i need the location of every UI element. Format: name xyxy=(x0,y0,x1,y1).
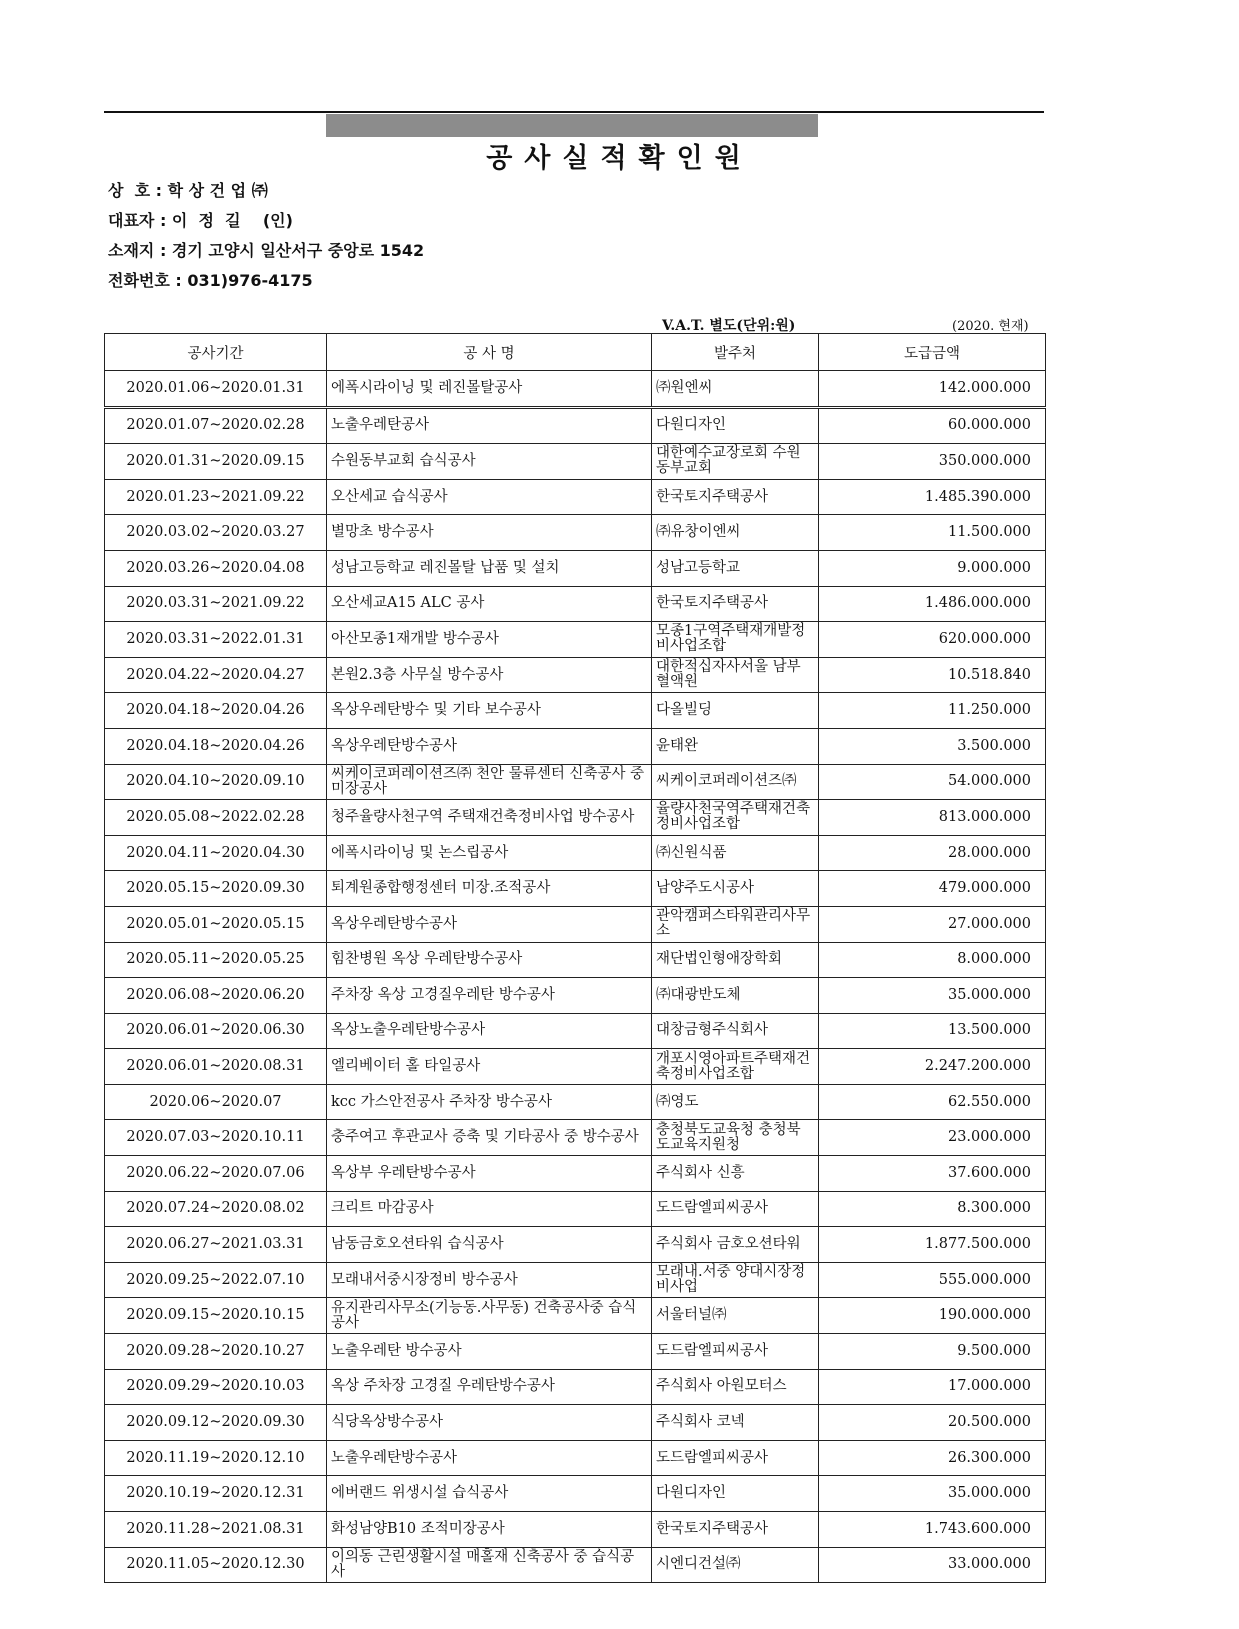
cell-client: 모종1구역주택재개발정비사업조합 xyxy=(652,622,819,658)
table-row xyxy=(105,371,1046,408)
cell-client: 주식회사 금호오션타워 xyxy=(652,1227,819,1263)
column-header-period: 공사기간 xyxy=(105,334,327,371)
cell-client: 남양주도시공사 xyxy=(652,871,819,907)
table-row xyxy=(105,693,1046,729)
cell-project-name: 옥상노출우레탄방수공사 xyxy=(327,1013,652,1049)
cell-client: ㈜대광반도체 xyxy=(652,978,819,1014)
cell-period: 2020.01.23~2021.09.22 xyxy=(105,479,327,515)
cell-client: 다원디자인 xyxy=(652,1476,819,1512)
table-row xyxy=(105,444,1046,480)
cell-project-name: 옥상 주차장 고경질 우레탄방수공사 xyxy=(327,1369,652,1405)
column-header-amount: 도급금액 xyxy=(819,334,1046,371)
table-row xyxy=(105,1547,1046,1583)
table-row xyxy=(105,515,1046,551)
cell-client: 다올빌딩 xyxy=(652,693,819,729)
cell-period: 2020.11.28~2021.08.31 xyxy=(105,1512,327,1548)
cell-period: 2020.03.31~2022.01.31 xyxy=(105,622,327,658)
cell-period: 2020.09.28~2020.10.27 xyxy=(105,1334,327,1370)
cell-client: 서울터널㈜ xyxy=(652,1298,819,1334)
cell-project-name: 엘리베이터 홀 타일공사 xyxy=(327,1049,652,1085)
cell-client: 도드람엘피씨공사 xyxy=(652,1334,819,1370)
cell-amount: 9.000.000 xyxy=(819,550,1046,586)
cell-client: 주식회사 신흥 xyxy=(652,1156,819,1192)
cell-project-name: 힘찬병원 옥상 우레탄방수공사 xyxy=(327,942,652,978)
cell-amount: 813.000.000 xyxy=(819,800,1046,836)
table-row xyxy=(105,1512,1046,1548)
cell-amount: 26.300.000 xyxy=(819,1440,1046,1476)
cell-amount: 1.486.000.000 xyxy=(819,586,1046,622)
table-row xyxy=(105,978,1046,1014)
cell-client: ㈜영도 xyxy=(652,1084,819,1120)
cell-amount: 350.000.000 xyxy=(819,444,1046,480)
cell-amount: 620.000.000 xyxy=(819,622,1046,658)
cell-amount: 60.000.000 xyxy=(819,407,1046,444)
cell-period: 2020.06.08~2020.06.20 xyxy=(105,978,327,1014)
cell-project-name: 수원동부교회 습식공사 xyxy=(327,444,652,480)
cell-project-name: 퇴계원종합행정센터 미장.조적공사 xyxy=(327,871,652,907)
table-row xyxy=(105,1440,1046,1476)
cell-period: 2020.07.03~2020.10.11 xyxy=(105,1120,327,1156)
cell-project-name: 성남고등학교 레진몰탈 납품 및 설치 xyxy=(327,550,652,586)
cell-period: 2020.03.31~2021.09.22 xyxy=(105,586,327,622)
cell-client: 대창금형주식회사 xyxy=(652,1013,819,1049)
cell-client: 다원디자인 xyxy=(652,407,819,444)
cell-client: 율량사천국역주택재건축정비사업조합 xyxy=(652,800,819,836)
cell-amount: 8.000.000 xyxy=(819,942,1046,978)
cell-amount: 555.000.000 xyxy=(819,1262,1046,1298)
cell-period: 2020.04.18~2020.04.26 xyxy=(105,693,327,729)
cell-project-name: 에폭시라이닝 및 레진몰탈공사 xyxy=(327,371,652,408)
cell-client: 재단법인형애장학회 xyxy=(652,942,819,978)
cell-amount: 13.500.000 xyxy=(819,1013,1046,1049)
table-row xyxy=(105,1156,1046,1192)
cell-amount: 142.000.000 xyxy=(819,371,1046,408)
cell-amount: 54.000.000 xyxy=(819,764,1046,800)
cell-amount: 11.500.000 xyxy=(819,515,1046,551)
table-row xyxy=(105,1084,1046,1120)
cell-amount: 62.550.000 xyxy=(819,1084,1046,1120)
cell-amount: 23.000.000 xyxy=(819,1120,1046,1156)
table-row xyxy=(105,1227,1046,1263)
cell-project-name: 에폭시라이닝 및 논스립공사 xyxy=(327,835,652,871)
cell-period: 2020.11.05~2020.12.30 xyxy=(105,1547,327,1583)
cell-amount: 33.000.000 xyxy=(819,1547,1046,1583)
cell-amount: 1.743.600.000 xyxy=(819,1512,1046,1548)
cell-amount: 190.000.000 xyxy=(819,1298,1046,1334)
table-row xyxy=(105,1334,1046,1370)
table-row xyxy=(105,1262,1046,1298)
cell-period: 2020.05.15~2020.09.30 xyxy=(105,871,327,907)
table-row xyxy=(105,407,1046,444)
cell-period: 2020.10.19~2020.12.31 xyxy=(105,1476,327,1512)
cell-period: 2020.03.26~2020.04.08 xyxy=(105,550,327,586)
cell-period: 2020.07.24~2020.08.02 xyxy=(105,1191,327,1227)
table-row xyxy=(105,1049,1046,1085)
cell-period: 2020.01.31~2020.09.15 xyxy=(105,444,327,480)
cell-period: 2020.06.22~2020.07.06 xyxy=(105,1156,327,1192)
cell-project-name: 크리트 마감공사 xyxy=(327,1191,652,1227)
cell-client: 한국토지주택공사 xyxy=(652,479,819,515)
cell-client: 주식회사 코넥 xyxy=(652,1405,819,1441)
cell-period: 2020.01.06~2020.01.31 xyxy=(105,371,327,408)
cell-amount: 27.000.000 xyxy=(819,906,1046,942)
cell-period: 2020.06.01~2020.06.30 xyxy=(105,1013,327,1049)
table-row xyxy=(105,586,1046,622)
cell-project-name: 노출우레탄공사 xyxy=(327,407,652,444)
cell-project-name: 남동금호오션타워 습식공사 xyxy=(327,1227,652,1263)
cell-client: 도드람엘피씨공사 xyxy=(652,1191,819,1227)
cell-project-name: 유지관리사무소(기능동.사무동) 건축공사중 습식공사 xyxy=(327,1298,652,1334)
table-row xyxy=(105,764,1046,800)
cell-amount: 17.000.000 xyxy=(819,1369,1046,1405)
cell-client: 윤태완 xyxy=(652,728,819,764)
cell-client: 시엔디건설㈜ xyxy=(652,1547,819,1583)
cell-project-name: 청주율량사천구역 주택재건축정비사업 방수공사 xyxy=(327,800,652,836)
cell-period: 2020.09.15~2020.10.15 xyxy=(105,1298,327,1334)
table-row xyxy=(105,871,1046,907)
cell-client: 씨케이코퍼레이션즈㈜ xyxy=(652,764,819,800)
table-header-row xyxy=(105,334,1046,371)
cell-client: 대한예수교장로회 수원동부교회 xyxy=(652,444,819,480)
cell-amount: 8.300.000 xyxy=(819,1191,1046,1227)
cell-amount: 28.000.000 xyxy=(819,835,1046,871)
cell-project-name: 옥상우레탄방수공사 xyxy=(327,728,652,764)
cell-amount: 35.000.000 xyxy=(819,978,1046,1014)
cell-period: 2020.04.11~2020.04.30 xyxy=(105,835,327,871)
cell-period: 2020.04.10~2020.09.10 xyxy=(105,764,327,800)
cell-amount: 1.877.500.000 xyxy=(819,1227,1046,1263)
table-row xyxy=(105,1298,1046,1334)
top-rule xyxy=(104,111,1044,113)
table-row xyxy=(105,800,1046,836)
table-row xyxy=(105,1405,1046,1441)
table-row xyxy=(105,942,1046,978)
company-address: 소재지 : 경기 고양시 일산서구 중앙로 1542 xyxy=(108,241,425,260)
as-of-note: (2020. 현재) xyxy=(952,319,1029,334)
cell-project-name: 노출우레탄 방수공사 xyxy=(327,1334,652,1370)
cell-client: 충청북도교육청 충청북도교육지원청 xyxy=(652,1120,819,1156)
column-header-client: 발주처 xyxy=(652,334,819,371)
cell-client: 도드람엘피씨공사 xyxy=(652,1440,819,1476)
cell-amount: 37.600.000 xyxy=(819,1156,1046,1192)
cell-project-name: 충주여고 후관교사 증축 및 기타공사 중 방수공사 xyxy=(327,1120,652,1156)
table-row xyxy=(105,1476,1046,1512)
cell-period: 2020.01.07~2020.02.28 xyxy=(105,407,327,444)
cell-amount: 3.500.000 xyxy=(819,728,1046,764)
cell-amount: 9.500.000 xyxy=(819,1334,1046,1370)
cell-amount: 1.485.390.000 xyxy=(819,479,1046,515)
cell-amount: 20.500.000 xyxy=(819,1405,1046,1441)
cell-client: 모래내.서중 양대시장정비사업 xyxy=(652,1262,819,1298)
cell-period: 2020.05.11~2020.05.25 xyxy=(105,942,327,978)
cell-project-name: 본원2.3층 사무실 방수공사 xyxy=(327,657,652,693)
table-row xyxy=(105,479,1046,515)
cell-client: ㈜신원식품 xyxy=(652,835,819,871)
header-band xyxy=(326,114,818,137)
cell-project-name: 모래내서중시장정비 방수공사 xyxy=(327,1262,652,1298)
table-row xyxy=(105,1013,1046,1049)
cell-client: 성남고등학교 xyxy=(652,550,819,586)
cell-client: 대한적십자사서울 남부혈액원 xyxy=(652,657,819,693)
cell-client: 한국토지주택공사 xyxy=(652,586,819,622)
table-row xyxy=(105,550,1046,586)
cell-client: ㈜원엔씨 xyxy=(652,371,819,408)
ceo-name: 대표자 : 이 정 길 (인) xyxy=(108,211,293,230)
cell-project-name: 씨케이코퍼레이션즈㈜ 천안 물류센터 신축공사 중 미장공사 xyxy=(327,764,652,800)
cell-project-name: 화성남양B10 조적미장공사 xyxy=(327,1512,652,1548)
cell-amount: 10.518.840 xyxy=(819,657,1046,693)
cell-period: 2020.09.29~2020.10.03 xyxy=(105,1369,327,1405)
table-row xyxy=(105,622,1046,658)
cell-period: 2020.09.25~2022.07.10 xyxy=(105,1262,327,1298)
table-row xyxy=(105,1369,1046,1405)
cell-period: 2020.04.22~2020.04.27 xyxy=(105,657,327,693)
cell-project-name: 노출우레탄방수공사 xyxy=(327,1440,652,1476)
table-row xyxy=(105,657,1046,693)
cell-client: ㈜유창이엔씨 xyxy=(652,515,819,551)
cell-amount: 2.247.200.000 xyxy=(819,1049,1046,1085)
table-row xyxy=(105,906,1046,942)
table-row xyxy=(105,728,1046,764)
cell-period: 2020.09.12~2020.09.30 xyxy=(105,1405,327,1441)
cell-project-name: 옥상우레탄방수 및 기타 보수공사 xyxy=(327,693,652,729)
cell-project-name: 아산모종1재개발 방수공사 xyxy=(327,622,652,658)
construction-record-table xyxy=(104,333,1046,1583)
column-header-project-name: 공 사 명 xyxy=(327,334,652,371)
table-row xyxy=(105,835,1046,871)
cell-amount: 35.000.000 xyxy=(819,1476,1046,1512)
cell-period: 2020.06.27~2021.03.31 xyxy=(105,1227,327,1263)
cell-project-name: 주차장 옥상 고경질우레탄 방수공사 xyxy=(327,978,652,1014)
cell-period: 2020.04.18~2020.04.26 xyxy=(105,728,327,764)
cell-period: 2020.05.08~2022.02.28 xyxy=(105,800,327,836)
cell-client: 한국토지주택공사 xyxy=(652,1512,819,1548)
cell-period: 2020.06.01~2020.08.31 xyxy=(105,1049,327,1085)
cell-project-name: 오산세교 습식공사 xyxy=(327,479,652,515)
table-row xyxy=(105,1120,1046,1156)
cell-project-name: 오산세교A15 ALC 공사 xyxy=(327,586,652,622)
cell-period: 2020.11.19~2020.12.10 xyxy=(105,1440,327,1476)
cell-client: 관악캠퍼스타워관리사무소 xyxy=(652,906,819,942)
vat-note: V.A.T. 별도(단위:원) xyxy=(662,318,796,334)
cell-client: 개포시영아파트주택재건축정비사업조합 xyxy=(652,1049,819,1085)
cell-period: 2020.05.01~2020.05.15 xyxy=(105,906,327,942)
company-phone: 전화번호 : 031)976-4175 xyxy=(108,271,313,290)
cell-client: 주식회사 아원모터스 xyxy=(652,1369,819,1405)
cell-period: 2020.03.02~2020.03.27 xyxy=(105,515,327,551)
document-title: 공사실적확인원 xyxy=(486,143,753,174)
cell-project-name: kcc 가스안전공사 주차장 방수공사 xyxy=(327,1084,652,1120)
company-name: 상 호 : 학 상 건 업 ㈜ xyxy=(108,181,268,200)
cell-project-name: 별망초 방수공사 xyxy=(327,515,652,551)
cell-period: 2020.06~2020.07 xyxy=(105,1084,327,1120)
table-row xyxy=(105,1191,1046,1227)
cell-project-name: 식당옥상방수공사 xyxy=(327,1405,652,1441)
cell-project-name: 옥상부 우레탄방수공사 xyxy=(327,1156,652,1192)
cell-project-name: 옥상우레탄방수공사 xyxy=(327,906,652,942)
cell-amount: 11.250.000 xyxy=(819,693,1046,729)
cell-project-name: 에버랜드 위생시설 습식공사 xyxy=(327,1476,652,1512)
cell-project-name: 이의동 근린생활시설 매홀재 신축공사 중 습식공사 xyxy=(327,1547,652,1583)
cell-amount: 479.000.000 xyxy=(819,871,1046,907)
